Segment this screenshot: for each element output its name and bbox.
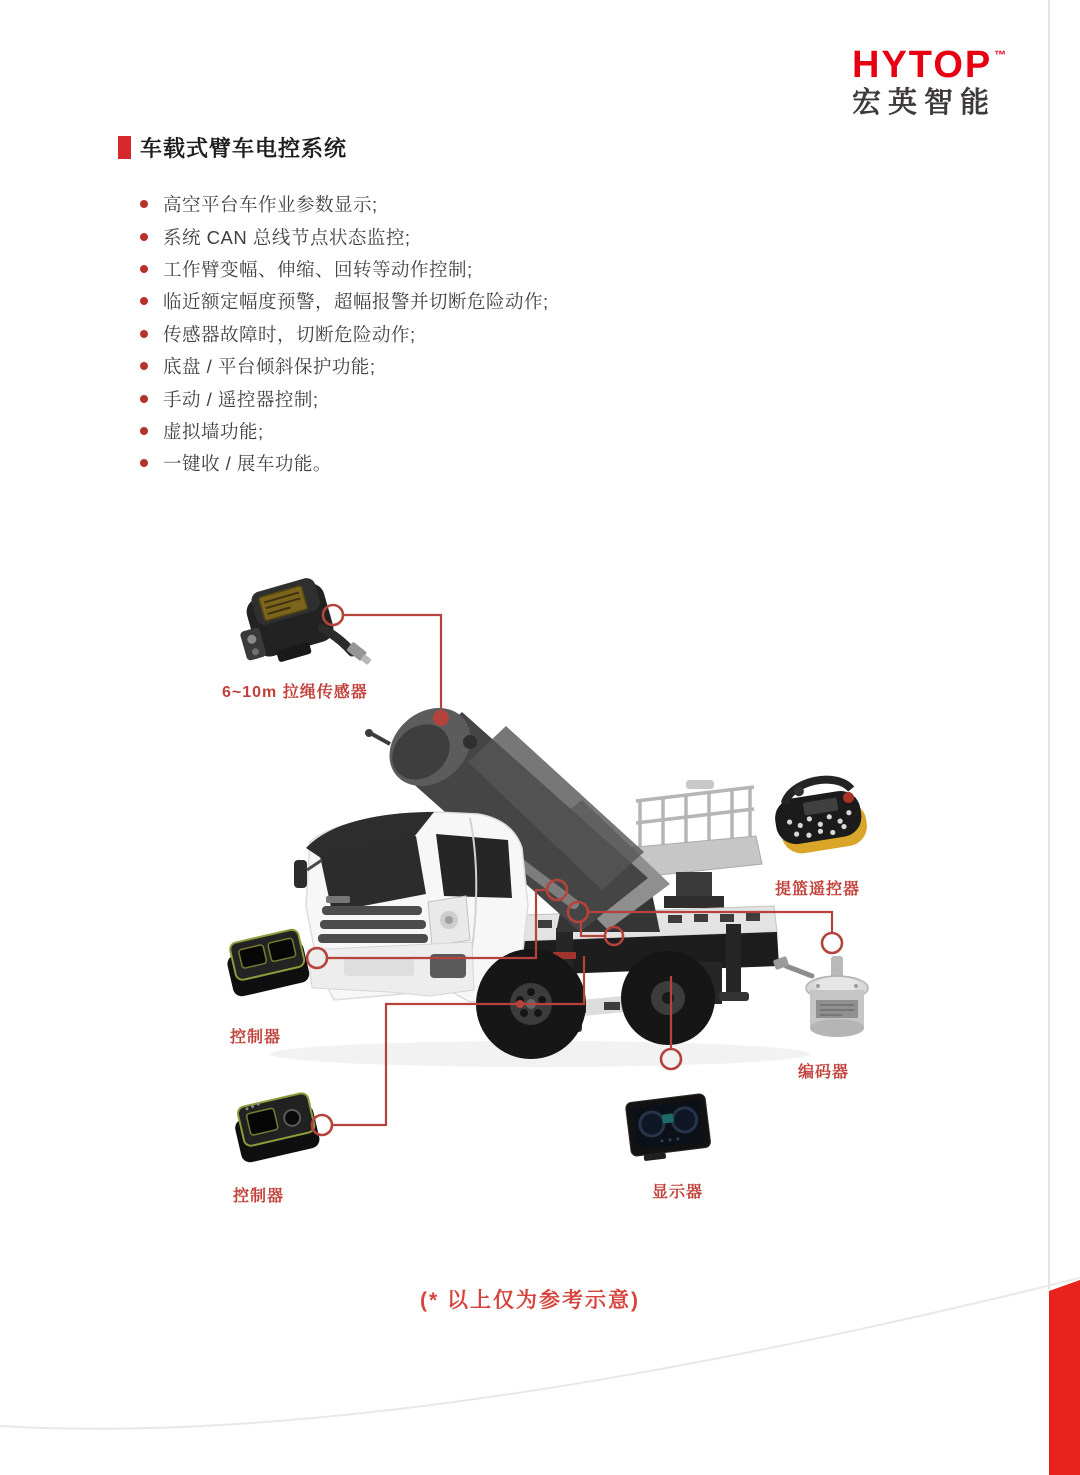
bullet-icon bbox=[140, 200, 148, 208]
feature-item: 一键收 / 展车功能。 bbox=[140, 447, 549, 479]
encoder-image bbox=[773, 956, 868, 1037]
controller-top-image bbox=[223, 928, 311, 998]
feature-item: 工作臂变幅、伸缩、回转等动作控制; bbox=[140, 253, 549, 285]
bullet-icon bbox=[140, 297, 148, 305]
label-controller-bottom: 控制器 bbox=[233, 1188, 285, 1205]
label-rope-sensor: 6~10m 拉绳传感器 bbox=[222, 684, 368, 701]
display-image bbox=[625, 1093, 712, 1162]
page-title: 车载式臂车电控系统 bbox=[140, 136, 348, 161]
anchor-bumper-dot bbox=[516, 1000, 524, 1008]
rope-sensor-image bbox=[230, 574, 372, 670]
label-controller-top: 控制器 bbox=[230, 1029, 282, 1046]
feature-item: 手动 / 遥控器控制; bbox=[140, 382, 549, 414]
bullet-icon bbox=[140, 265, 148, 273]
feature-item: 底盘 / 平台倾斜保护功能; bbox=[140, 350, 549, 382]
brand-logo-subtitle: 宏英智能 bbox=[852, 87, 997, 119]
bullet-icon bbox=[140, 362, 148, 370]
label-basket-remote: 提篮遥控器 bbox=[775, 881, 861, 898]
bullet-icon bbox=[140, 233, 148, 241]
bullet-icon bbox=[140, 395, 148, 403]
feature-item: 系统 CAN 总线节点状态监控; bbox=[140, 220, 549, 252]
anchor-boom-head-dot bbox=[433, 710, 449, 726]
bullet-icon bbox=[140, 330, 148, 338]
label-display: 显示器 bbox=[652, 1184, 704, 1201]
truck-rear-wheel bbox=[621, 951, 715, 1045]
feature-list bbox=[140, 188, 549, 480]
basket-remote-image bbox=[770, 774, 870, 857]
brand-logo bbox=[852, 46, 1008, 118]
feature-item: 虚拟墙功能; bbox=[140, 415, 549, 447]
section-title-row bbox=[118, 132, 347, 163]
bullet-icon bbox=[140, 427, 148, 435]
title-marker bbox=[118, 136, 131, 159]
brand-logo-word bbox=[852, 46, 1008, 84]
trademark-symbol: ™ bbox=[994, 48, 1009, 62]
brand-logo-text: HYTOP bbox=[852, 44, 993, 86]
controller-bottom-image bbox=[231, 1091, 322, 1164]
truck-illustration bbox=[270, 692, 810, 1067]
feature-item: 传感器故障时，切断危险动作; bbox=[140, 318, 549, 350]
bullet-icon bbox=[140, 459, 148, 467]
reference-note: (* 以上仅为参考示意) bbox=[420, 1289, 640, 1312]
feature-item: 临近额定幅度预警，超幅报警并切断危险动作; bbox=[140, 285, 549, 317]
label-encoder: 编码器 bbox=[798, 1064, 850, 1081]
marker-encoder bbox=[822, 933, 842, 953]
feature-item: 高空平台车作业参数显示; bbox=[140, 188, 549, 220]
